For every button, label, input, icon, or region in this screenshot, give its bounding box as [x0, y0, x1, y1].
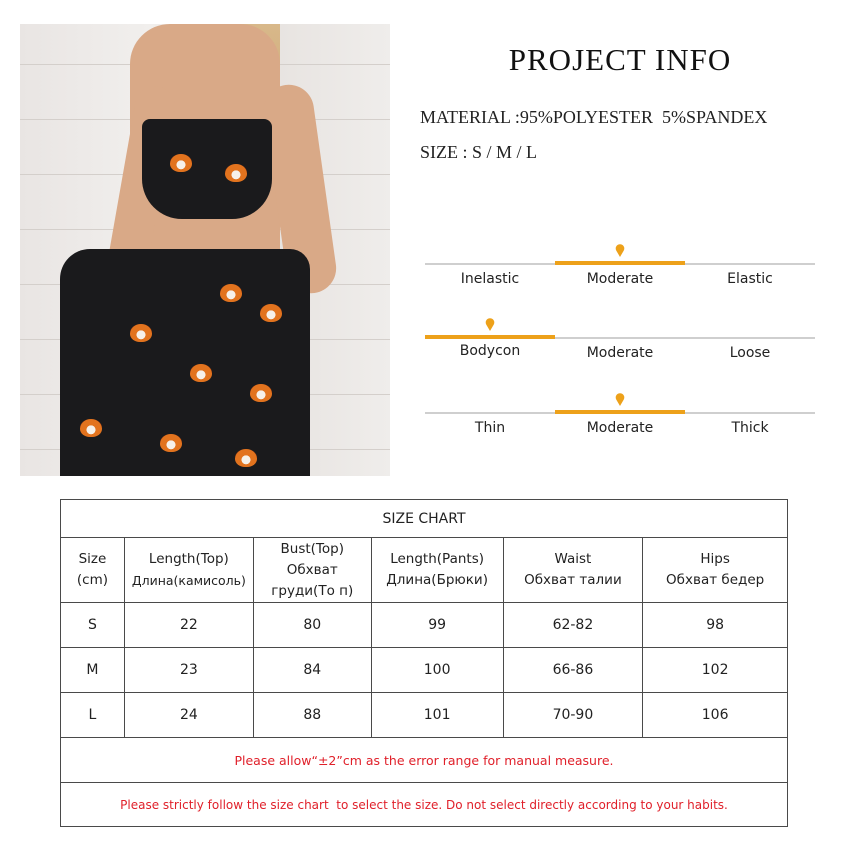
scale-label-inelastic: Inelastic [460, 271, 520, 287]
header-length-top: Length(Top) Длина(камисоль) [124, 538, 253, 603]
scale-label-thick: Thick [731, 420, 769, 436]
header-size: Size (cm) [61, 538, 125, 603]
header-length-pants: Length(Pants) Длина(Брюки) [371, 538, 503, 603]
cell-length-top: 23 [124, 648, 253, 693]
table-row [61, 603, 788, 648]
size-selection-note: Please strictly follow the size chart to select the size. Do not select directly according to your habits. [61, 783, 788, 827]
project-info-title: PROJECT INFO [508, 42, 732, 77]
cell-length-pants: 101 [371, 693, 503, 738]
map-pin-icon [615, 243, 625, 257]
cell-length-top: 22 [124, 603, 253, 648]
size-info: SIZE : S / M / L [420, 142, 538, 162]
scale-active-segment [425, 335, 555, 339]
size-chart-title: SIZE CHART [61, 500, 788, 538]
cell-waist: 66-86 [503, 648, 643, 693]
cell-hips: 106 [643, 693, 788, 738]
size-chart-table [60, 499, 788, 827]
scale-label-moderate: Moderate [586, 271, 654, 287]
scale-label-thin: Thin [474, 420, 506, 436]
cell-size: M [61, 648, 125, 693]
scale-label-elastic: Elastic [727, 271, 773, 287]
cell-bust: 80 [253, 603, 371, 648]
scale-label-bodycon: Bodycon [459, 343, 521, 359]
cell-hips: 98 [643, 603, 788, 648]
cell-waist: 62-82 [503, 603, 643, 648]
stretch-scale [425, 263, 815, 313]
scale-active-segment [555, 261, 685, 265]
table-row [61, 648, 788, 693]
cell-length-pants: 99 [371, 603, 503, 648]
cell-length-pants: 100 [371, 648, 503, 693]
map-pin-icon [485, 317, 495, 331]
scale-label-moderate: Moderate [586, 345, 654, 361]
cell-waist: 70-90 [503, 693, 643, 738]
material-info: MATERIAL :95%POLYESTER 5%SPANDEX [420, 107, 768, 127]
cell-size: L [61, 693, 125, 738]
cell-size: S [61, 603, 125, 648]
header-hips: Hips Обхват бедер [643, 538, 788, 603]
map-pin-icon [615, 392, 625, 406]
scale-label-loose: Loose [729, 345, 771, 361]
table-header-row [61, 538, 788, 603]
measurement-error-note: Please allow“±2”cm as the error range for manual measure. [61, 738, 788, 783]
table-row [61, 693, 788, 738]
product-photo [20, 24, 390, 476]
header-waist: Waist Обхват талии [503, 538, 643, 603]
thickness-scale [425, 412, 815, 462]
scale-label-moderate: Moderate [586, 420, 654, 436]
fit-scale [425, 337, 815, 387]
scale-active-segment [555, 410, 685, 414]
cell-bust: 88 [253, 693, 371, 738]
cell-length-top: 24 [124, 693, 253, 738]
header-bust-top: Bust(Top) Обхват груди(То п) [253, 538, 371, 603]
cell-bust: 84 [253, 648, 371, 693]
cell-hips: 102 [643, 648, 788, 693]
